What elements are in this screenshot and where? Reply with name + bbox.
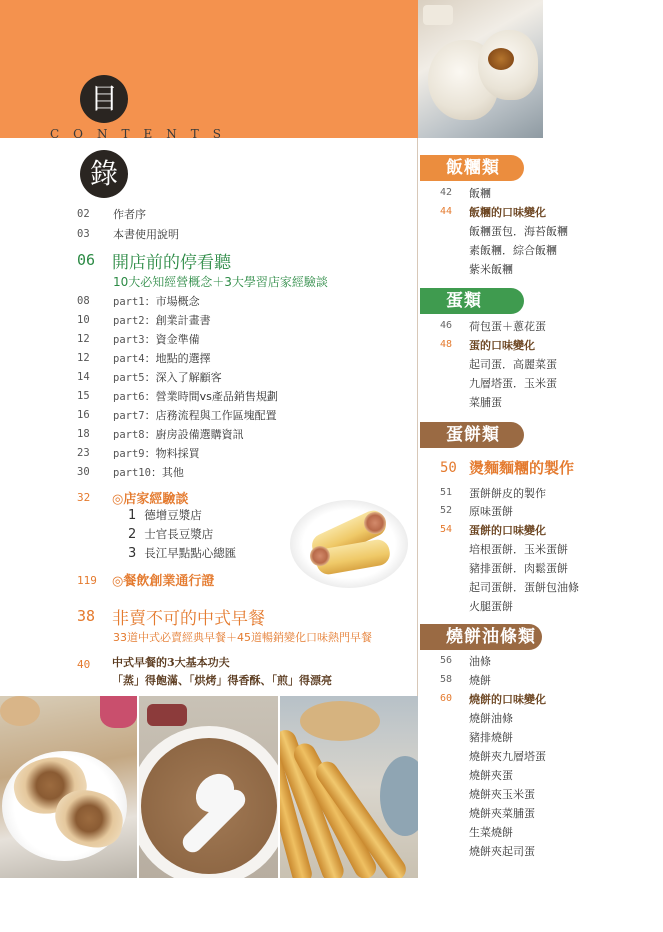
section-title: 非賣不可的中式早餐 [112, 609, 265, 629]
shop-entry: 2 士官長豆漿店 [128, 527, 214, 542]
title-char-mu: 目 [80, 75, 128, 123]
egg-roll-photo [290, 500, 408, 588]
toc-flavor-entry: 飯糰的口味變化 [469, 206, 546, 219]
section-subtitle: 33道中式必賣經典早餐＋45道暢銷變化口味熱門早餐 [113, 631, 372, 644]
toc-highlight-entry: 燙麵麵糰的製作 [469, 459, 575, 477]
toc-flavor-entry: 燒餅的口味變化 [469, 693, 546, 706]
toc-page-number: 23 [77, 447, 90, 459]
section-page-number: 38 [77, 607, 96, 625]
toc-entry: part6：營業時間vs產品銷售規劃 [113, 390, 278, 403]
toc-entry: 荷包蛋＋蔥花蛋 [469, 320, 546, 333]
toc-entry: 豬排蛋餅．肉鬆蛋餅 [469, 562, 568, 575]
toc-entry: 起司蛋餅．蛋餅包油條 [469, 581, 579, 594]
toc-page-number: 54 [440, 524, 453, 535]
toc-entry: part10：其他 [113, 466, 184, 479]
toc-entry: part9：物料採買 [113, 447, 200, 460]
toc-entry: 培根蛋餅．玉米蛋餅 [469, 543, 568, 556]
toc-page-number: 51 [440, 487, 453, 498]
toc-entry: 作者序 [113, 208, 146, 221]
toc-page-number: 12 [77, 333, 90, 345]
toc-entry: 燒餅油條 [469, 712, 513, 725]
toc-page-number: 30 [77, 466, 90, 478]
title-char-lu: 錄 [80, 150, 128, 198]
shop-entry: 1 德增豆漿店 [128, 508, 202, 523]
toc-entry: 素飯糰．綜合飯糰 [469, 244, 557, 257]
toc-page-number: 42 [440, 187, 453, 198]
toc-entry: 燒餅 [469, 674, 491, 687]
toc-page-number: 14 [77, 371, 90, 383]
toc-page-number: 10 [77, 314, 90, 326]
toc-entry: 飯糰蛋包．海苔飯糰 [469, 225, 568, 238]
toc-entry: 飯糰 [469, 187, 491, 200]
rice-ball-photo [418, 0, 543, 138]
skills-subtitle: 「蒸」得飽滿、「烘烤」得香酥、「煎」得漂亮 [112, 674, 332, 687]
category-tab-shaobing: 燒餅油條類 [420, 624, 542, 650]
section-page-number: 32 [77, 491, 91, 504]
toc-page-number: 15 [77, 390, 90, 402]
toc-entry: part7：店務流程與工作區塊配置 [113, 409, 277, 422]
shop-entry: 3 長江早點點心總匯 [128, 546, 237, 561]
toc-page-number: 48 [440, 339, 453, 350]
toc-entry: 燒餅夾玉米蛋 [469, 788, 535, 801]
toc-flavor-entry: 蛋餅的口味變化 [469, 524, 546, 537]
pass-title: ◎餐飲創業通行證 [112, 574, 215, 589]
toc-entry: 燒餅夾蛋 [469, 769, 513, 782]
toc-page-number: 46 [440, 320, 453, 331]
toc-flavor-entry: 蛋的口味變化 [469, 339, 535, 352]
fried-dough-photo [280, 696, 418, 878]
section-title: 開店前的停看聽 [112, 253, 231, 273]
toc-page-number: 50 [440, 460, 457, 476]
toc-entry: 油條 [469, 655, 491, 668]
soy-milk-photo [139, 696, 278, 878]
toc-entry: 生菜燒餅 [469, 826, 513, 839]
section-page-number: 06 [77, 251, 96, 269]
toc-entry: 九層塔蛋．玉米蛋 [469, 377, 557, 390]
toc-page-number: 16 [77, 409, 90, 421]
contents-word: CONTENTS [50, 127, 236, 141]
toc-entry: 起司蛋．高麗菜蛋 [469, 358, 557, 371]
toc-entry: 火腿蛋餅 [469, 600, 513, 613]
pan-fried-bun-photo [0, 696, 137, 878]
header-band [0, 0, 418, 138]
toc-page-number: 52 [440, 505, 453, 516]
experience-title: ◎店家經驗談 [112, 492, 189, 507]
section-page-number: 40 [77, 658, 91, 671]
toc-entry: 紫米飯糰 [469, 263, 513, 276]
toc-entry: part5：深入了解顧客 [113, 371, 222, 384]
section-subtitle: 10大必知經營概念＋3大學習店家經驗談 [113, 275, 328, 289]
toc-page-number: 02 [77, 208, 90, 220]
section-page-number: 119 [77, 574, 97, 587]
toc-entry: 燒餅夾九層塔蛋 [469, 750, 546, 763]
toc-entry: 原味蛋餅 [469, 505, 513, 518]
toc-page-number: 03 [77, 228, 90, 240]
toc-entry: 燒餅夾菜脯蛋 [469, 807, 535, 820]
toc-page-number: 56 [440, 655, 453, 666]
toc-entry: 燒餅夾起司蛋 [469, 845, 535, 858]
category-tab-egg: 蛋類 [420, 288, 524, 314]
toc-entry: part8：廚房設備選購資訊 [113, 428, 244, 441]
skills-title: 中式早餐的3大基本功夫 [112, 656, 230, 669]
toc-entry: 蛋餅餅皮的製作 [469, 487, 546, 500]
toc-entry: part2：創業計畫書 [113, 314, 211, 327]
toc-entry: part3：資金準備 [113, 333, 200, 346]
toc-entry: 菜脯蛋 [469, 396, 502, 409]
toc-entry: 豬排燒餅 [469, 731, 513, 744]
toc-page-number: 60 [440, 693, 453, 704]
toc-entry: 本書使用說明 [113, 228, 179, 241]
toc-entry: part4：地點的選擇 [113, 352, 211, 365]
toc-entry: part1：市場概念 [113, 295, 200, 308]
toc-page-number: 12 [77, 352, 90, 364]
category-tab-eggcake: 蛋餅類 [420, 422, 524, 448]
category-tab-rice: 飯糰類 [420, 155, 524, 181]
toc-page-number: 08 [77, 295, 90, 307]
toc-page-number: 58 [440, 674, 453, 685]
toc-page-number: 44 [440, 206, 453, 217]
toc-page-number: 18 [77, 428, 90, 440]
